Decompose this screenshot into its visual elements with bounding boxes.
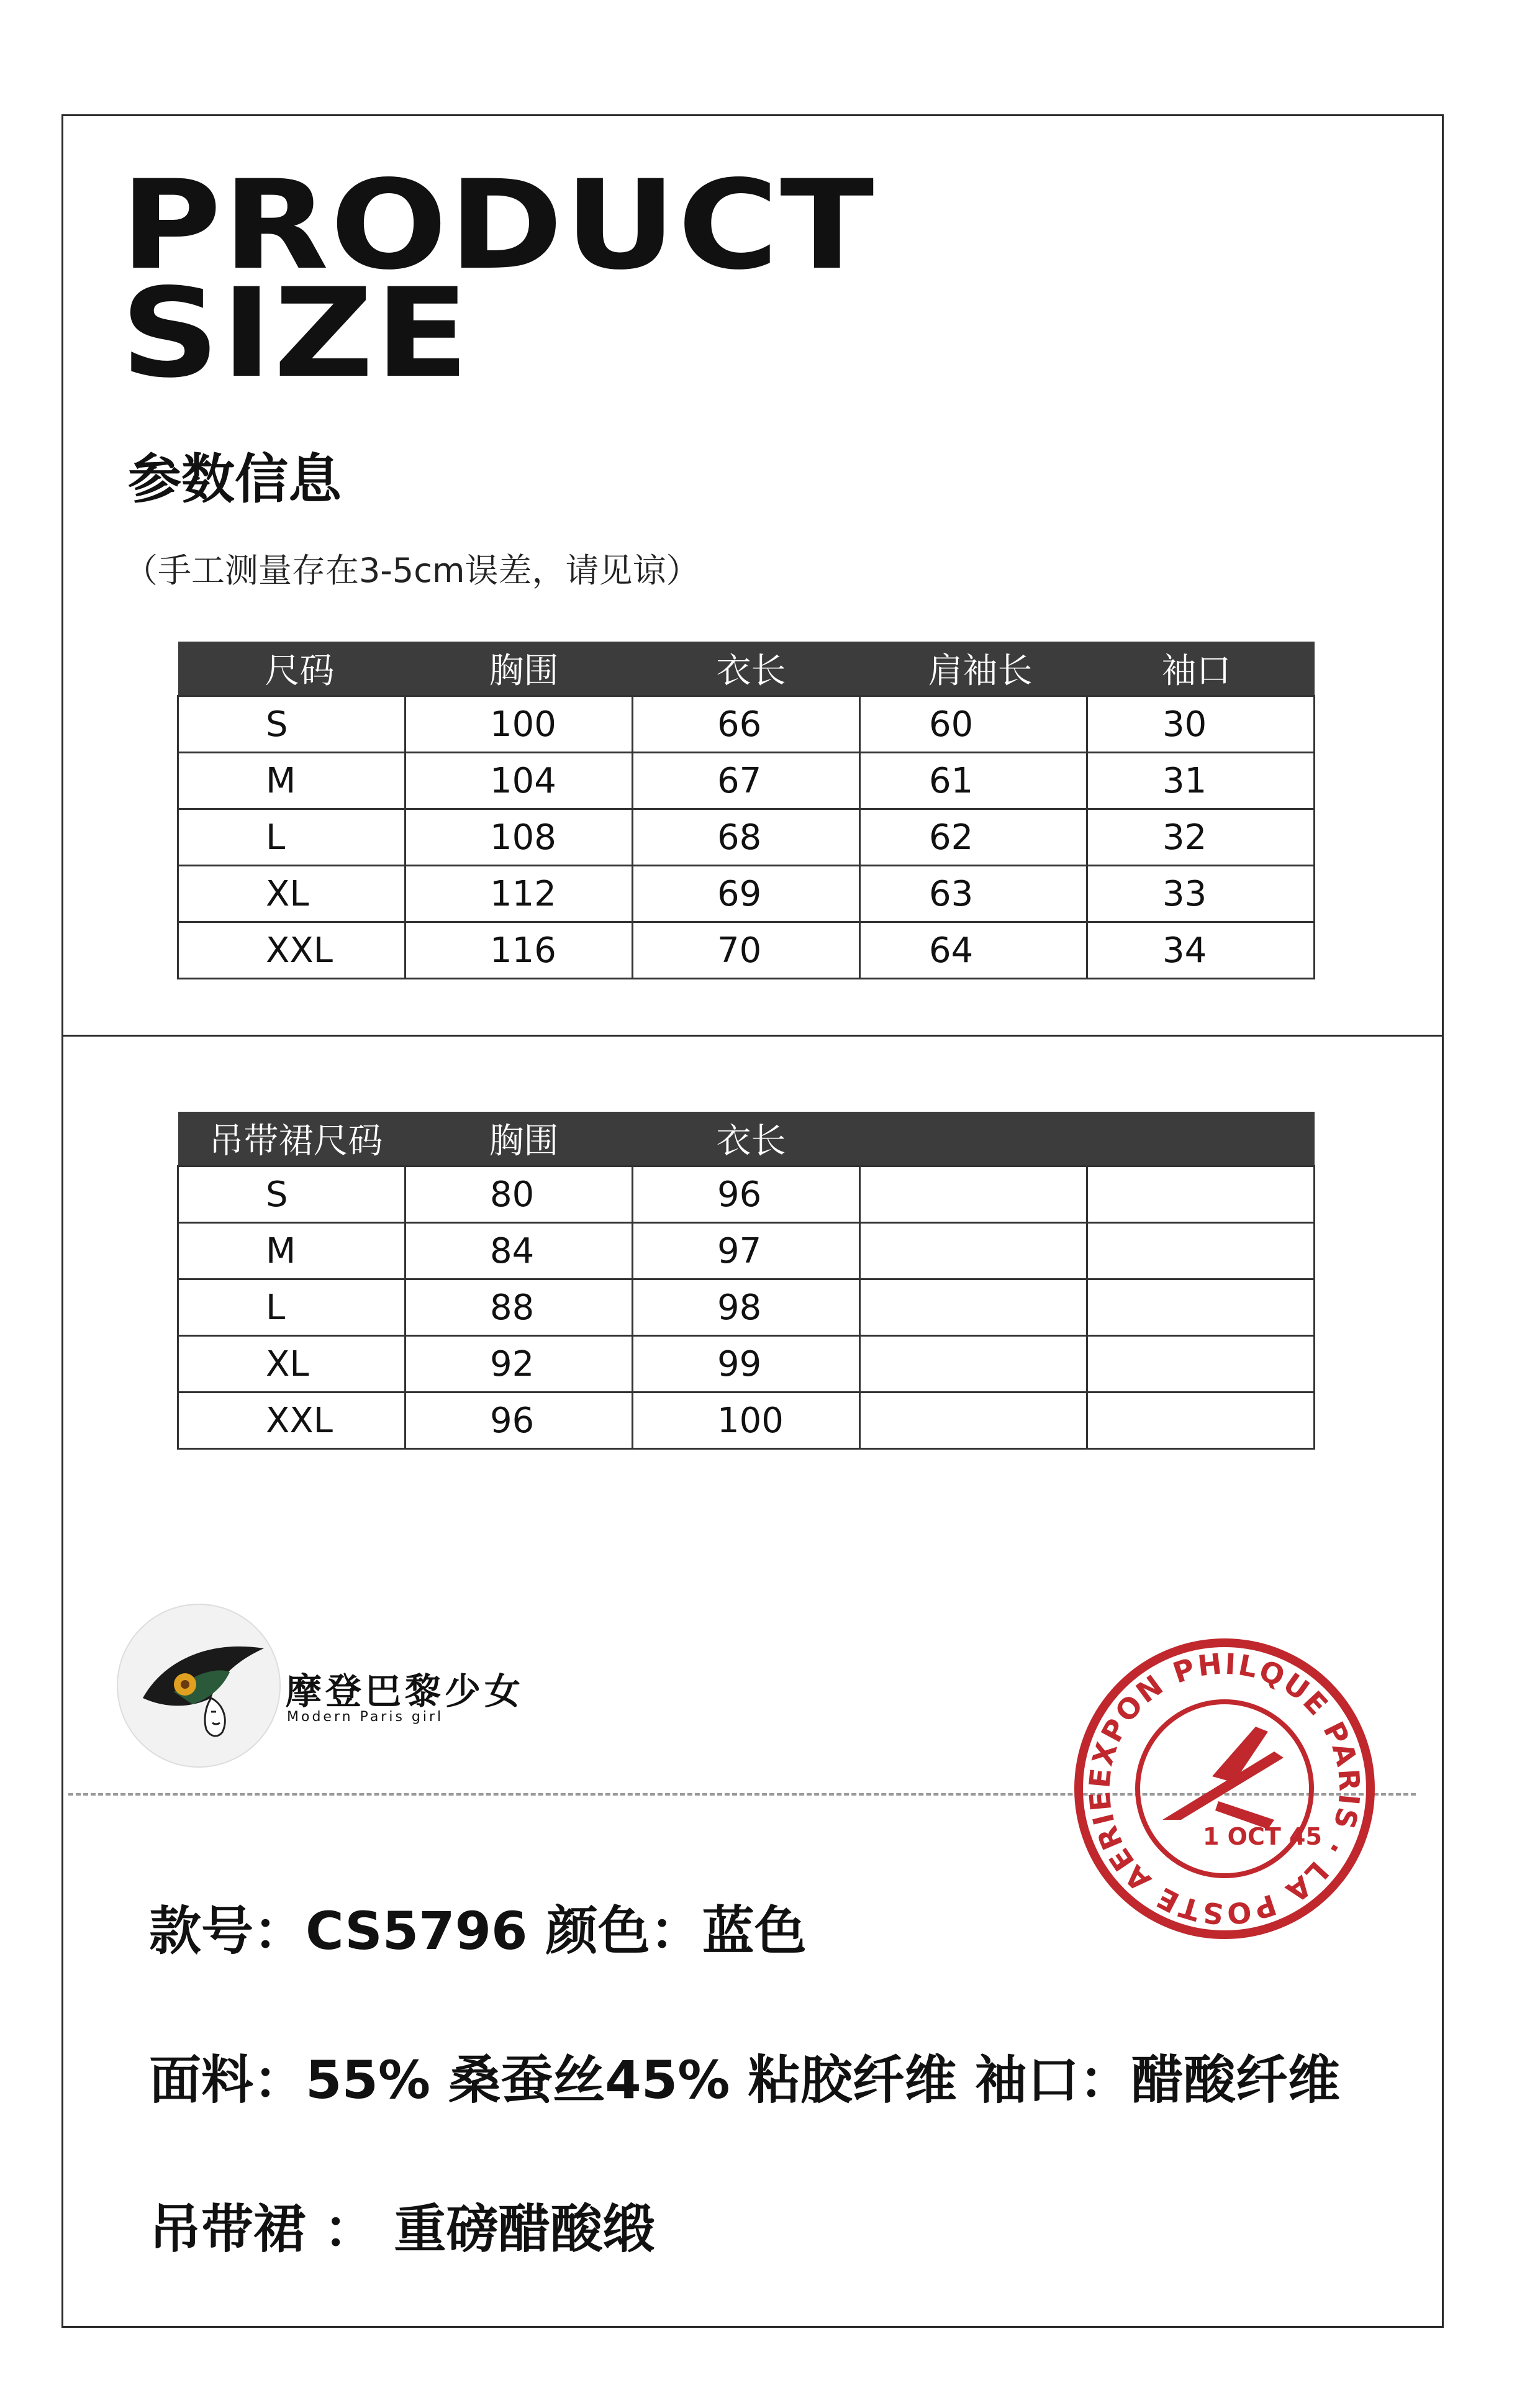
value-cell: 99 <box>633 1336 860 1392</box>
empty-cell <box>1087 1336 1315 1392</box>
empty-cell <box>1087 1166 1315 1223</box>
value-cell: 61 <box>860 753 1087 809</box>
style-and-color: 款号：CS5796 颜色：蓝色 <box>149 1901 807 1961</box>
woman-with-hat-icon <box>118 1605 279 1766</box>
value-cell: 88 <box>405 1279 633 1336</box>
table-row <box>178 753 1315 809</box>
empty-cell <box>860 1166 1087 1223</box>
table-row <box>178 922 1315 979</box>
value-cell: 104 <box>405 753 633 809</box>
size-cell: XXL <box>178 922 405 979</box>
header-cell <box>1087 1112 1315 1166</box>
section-subtitle: 参数信息 <box>128 448 342 511</box>
table-header-row <box>178 1112 1315 1166</box>
value-cell: 68 <box>633 809 860 866</box>
postmark-stamp <box>1069 1633 1380 1944</box>
value-cell: 116 <box>405 922 633 979</box>
value-cell: 100 <box>405 696 633 753</box>
value-cell: 97 <box>633 1223 860 1279</box>
value-cell: 33 <box>1087 866 1315 922</box>
value-cell: 84 <box>405 1223 633 1279</box>
value-cell: 80 <box>405 1166 633 1223</box>
header-cell: 胸围 <box>405 1112 633 1166</box>
size-table <box>177 642 1315 979</box>
size-cell: M <box>178 753 405 809</box>
header-cell: 尺码 <box>178 642 405 696</box>
empty-cell <box>860 1223 1087 1279</box>
value-cell: 96 <box>405 1392 633 1449</box>
value-cell: 112 <box>405 866 633 922</box>
stamp-outer-text: EXPON PHILQUE PARIS · LA POSTE AERIE <box>1082 1647 1367 1931</box>
table-header-row <box>178 642 1315 696</box>
size-cell: S <box>178 696 405 753</box>
value-cell: 100 <box>633 1392 860 1449</box>
brand-tagline: Modern Paris girl <box>287 1709 444 1725</box>
empty-cell <box>1087 1223 1315 1279</box>
value-cell: 66 <box>633 696 860 753</box>
brand-name: 摩登巴黎少女 <box>286 1670 525 1712</box>
value-cell: 70 <box>633 922 860 979</box>
value-cell: 108 <box>405 809 633 866</box>
header-cell: 袖口 <box>1087 642 1315 696</box>
size-cell: M <box>178 1223 405 1279</box>
sling-dress-fabric: 吊带裙 ： 重磅醋酸缎 <box>149 2199 655 2260</box>
header-cell: 肩袖长 <box>860 642 1087 696</box>
table-row <box>178 1392 1315 1449</box>
value-cell: 96 <box>633 1166 860 1223</box>
title-line-2: SIZE <box>120 261 471 405</box>
table-row <box>178 809 1315 866</box>
value-cell: 31 <box>1087 753 1315 809</box>
value-cell: 32 <box>1087 809 1315 866</box>
table-row <box>178 696 1315 753</box>
header-cell <box>860 1112 1087 1166</box>
header-cell: 胸围 <box>405 642 633 696</box>
size-cell: XL <box>178 1336 405 1392</box>
header-cell: 衣长 <box>633 1112 860 1166</box>
table-row <box>178 1279 1315 1336</box>
value-cell: 30 <box>1087 696 1315 753</box>
table-row <box>178 1166 1315 1223</box>
value-cell: 60 <box>860 696 1087 753</box>
fabric-composition: 面料：55% 桑蚕丝45% 粘胶纤维 袖口：醋酸纤维 <box>149 2050 1340 2110</box>
airmail-stamp-icon <box>1069 1633 1380 1944</box>
value-cell: 98 <box>633 1279 860 1336</box>
empty-cell <box>860 1279 1087 1336</box>
value-cell: 62 <box>860 809 1087 866</box>
empty-cell <box>860 1392 1087 1449</box>
value-cell: 63 <box>860 866 1087 922</box>
empty-cell <box>1087 1279 1315 1336</box>
value-cell: 92 <box>405 1336 633 1392</box>
value-cell: 34 <box>1087 922 1315 979</box>
title-line-1: PRODUCT <box>120 153 876 297</box>
size-cell: L <box>178 1279 405 1336</box>
table-row <box>178 1223 1315 1279</box>
sling-dress-size-table <box>177 1112 1315 1450</box>
table-row <box>178 1336 1315 1392</box>
table-row <box>178 866 1315 922</box>
value-cell: 69 <box>633 866 860 922</box>
stamp-date: 1 OCT 45 <box>1203 1823 1322 1850</box>
size-cell: XL <box>178 866 405 922</box>
measurement-note: （手工测量存在3-5cm误差，请见谅） <box>124 551 700 590</box>
header-cell: 吊带裙尺码 <box>178 1112 405 1166</box>
empty-cell <box>1087 1392 1315 1449</box>
empty-cell <box>860 1336 1087 1392</box>
size-cell: L <box>178 809 405 866</box>
value-cell: 67 <box>633 753 860 809</box>
brand-logo <box>117 1604 281 1768</box>
value-cell: 64 <box>860 922 1087 979</box>
size-cell: XXL <box>178 1392 405 1449</box>
size-cell: S <box>178 1166 405 1223</box>
header-cell: 衣长 <box>633 642 860 696</box>
